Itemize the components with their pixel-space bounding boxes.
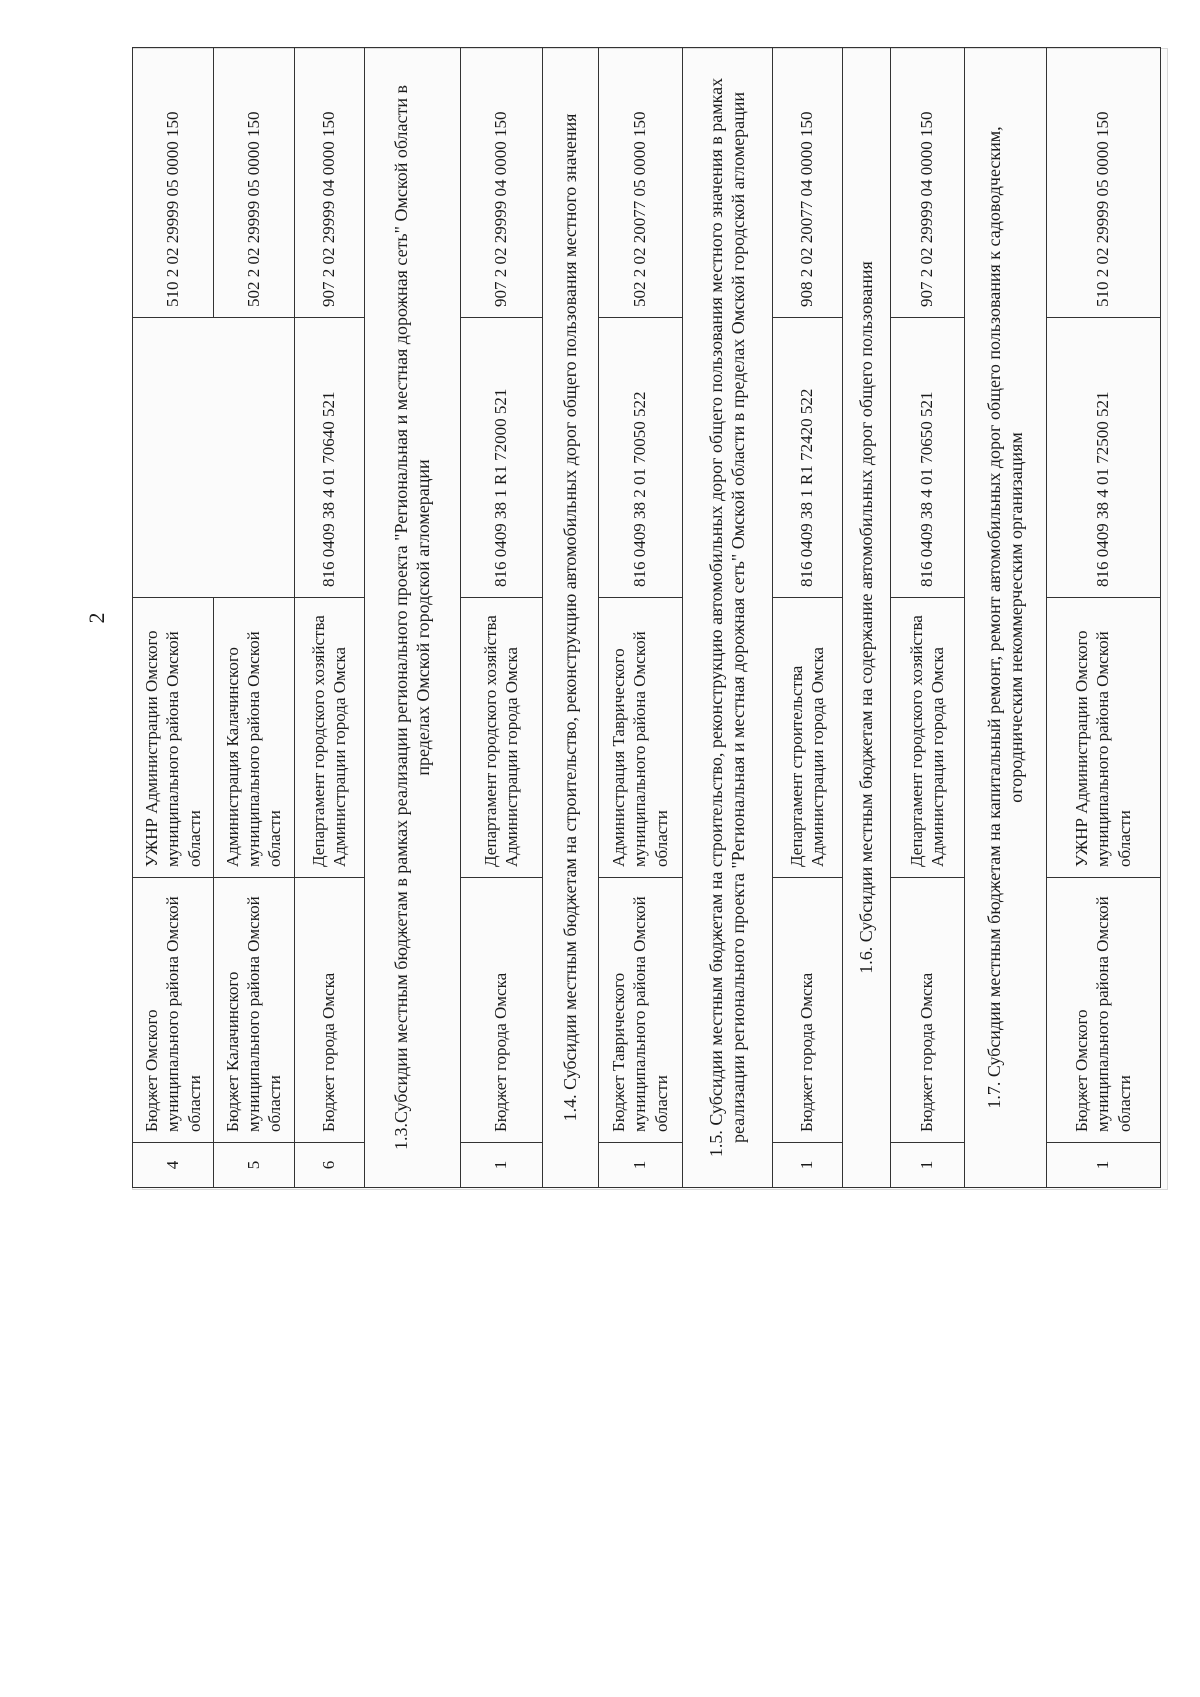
table-row <box>772 48 842 1188</box>
expense-code <box>133 318 295 598</box>
expense-code: 816 0409 38 4 01 72500 521 <box>1046 318 1160 598</box>
table-row <box>1046 48 1160 1188</box>
administrator-name: Департамент городского хозяйства Администрации города Омска <box>890 598 964 878</box>
expense-code: 816 0409 38 1 R1 72420 522 <box>772 318 842 598</box>
budget-name: Бюджет города Омска <box>294 878 364 1143</box>
row-number: 1 <box>598 1143 682 1188</box>
budget-name: Бюджет Омского муниципального района Омской области <box>1046 878 1160 1143</box>
administrator-name: Департамент строительства Администрации города Омска <box>772 598 842 878</box>
revenue-code: 907 2 02 29999 04 0000 150 <box>890 48 964 318</box>
row-number: 5 <box>213 1143 294 1188</box>
expense-code: 816 0409 38 2 01 70050 522 <box>598 318 682 598</box>
administrator-name: УЖНР Администрации Омского муниципального района Омской области <box>1046 598 1160 878</box>
expense-code: 816 0409 38 4 01 70650 521 <box>890 318 964 598</box>
section-title: 1.4. Субсидии местным бюджетам на строительство, реконструкцию автомобильных дорог общего пользования местного значения <box>542 48 598 1188</box>
page-number: 2 <box>84 612 109 624</box>
row-number: 6 <box>294 1143 364 1188</box>
budget-name: Бюджет города Омска <box>772 878 842 1143</box>
administrator-name: Администрация Таврического муниципального района Омской области <box>598 598 682 878</box>
row-number: 1 <box>1046 1143 1160 1188</box>
revenue-code: 502 2 02 20077 05 0000 150 <box>598 48 682 318</box>
section-row <box>964 48 1046 1188</box>
table-row <box>294 48 364 1188</box>
row-number: 1 <box>460 1143 542 1188</box>
section-row <box>842 48 890 1188</box>
budget-name: Бюджет Омского муниципального района Омской области <box>133 878 214 1143</box>
section-row <box>542 48 598 1188</box>
section-row <box>364 48 460 1188</box>
subsidy-table <box>132 47 1161 1188</box>
section-title: 1.5. Субсидии местным бюджетам на строительство, реконструкцию автомобильных дорог общего пользования местного значения в рамках реализации регионального проекта "Региональная и местная дорожная сеть" Омской области в пределах Омской городской агломерации <box>682 48 772 1188</box>
section-title: 1.6. Субсидии местным бюджетам на содержание автомобильных дорог общего пользования <box>842 48 890 1188</box>
row-number: 4 <box>133 1143 214 1188</box>
section-title: 1.3.Субсидии местным бюджетам в рамках реализации регионального проекта "Региональная и местная дорожная сеть" Омской области в пределах Омской городской агломерации <box>364 48 460 1188</box>
table-row <box>133 48 214 1188</box>
table-row <box>460 48 542 1188</box>
row-number: 1 <box>772 1143 842 1188</box>
budget-name: Бюджет города Омска <box>890 878 964 1143</box>
administrator-name: Департамент городского хозяйства Администрации города Омска <box>460 598 542 878</box>
administrator-name: Департамент городского хозяйства Администрации города Омска <box>294 598 364 878</box>
section-title: 1.7. Субсидии местным бюджетам на капитальный ремонт, ремонт автомобильных дорог общего пользования к садоводческим, огородническим некоммерческим организациям <box>964 48 1046 1188</box>
section-row <box>682 48 772 1188</box>
budget-name: Бюджет Калачинского муниципального района Омской области <box>213 878 294 1143</box>
row-number: 1 <box>890 1143 964 1188</box>
revenue-code: 907 2 02 29999 04 0000 150 <box>294 48 364 318</box>
administrator-name: УЖНР Администрации Омского муниципального района Омской области <box>133 598 214 878</box>
table-row <box>598 48 682 1188</box>
administrator-name: Администрация Калачинского муниципального района Омской области <box>213 598 294 878</box>
expense-code: 816 0409 38 4 01 70640 521 <box>294 318 364 598</box>
revenue-code: 510 2 02 29999 05 0000 150 <box>1046 48 1160 318</box>
table-row <box>890 48 964 1188</box>
subsidy-table-body <box>133 48 1161 1188</box>
revenue-code: 907 2 02 29999 04 0000 150 <box>460 48 542 318</box>
revenue-code: 502 2 02 29999 05 0000 150 <box>213 48 294 318</box>
revenue-code: 510 2 02 29999 05 0000 150 <box>133 48 214 318</box>
table-row <box>213 48 294 1188</box>
budget-name: Бюджет города Омска <box>460 878 542 1143</box>
budget-name: Бюджет Таврического муниципального района Омской области <box>598 878 682 1143</box>
expense-code: 816 0409 38 1 R1 72000 521 <box>460 318 542 598</box>
revenue-code: 908 2 02 20077 04 0000 150 <box>772 48 842 318</box>
rotated-page <box>84 48 1166 1188</box>
